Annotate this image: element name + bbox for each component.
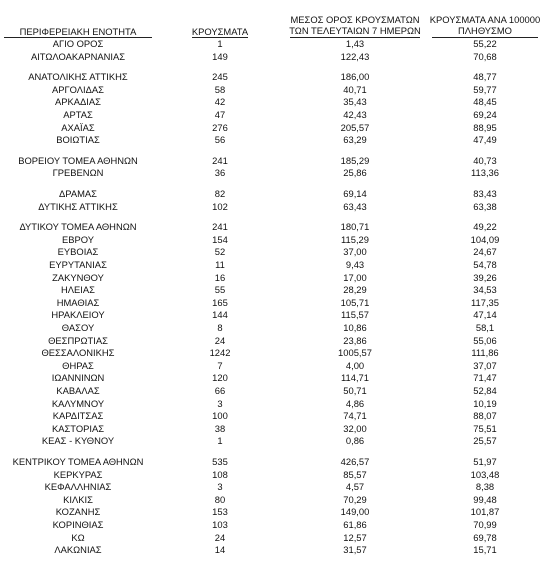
per-100k-cell: 59,77 [473,83,497,95]
avg-7day-cell: 114,71 [341,372,369,384]
table-row [0,246,557,258]
region-cell: ΚΕΑΣ - ΚΥΘΝΟΥ [41,435,115,447]
cases-cell: 108 [212,468,228,480]
avg-7day-cell: 63,43 [343,200,367,212]
header-per-line1: ΚΡΟΥΣΜΑΤΑ ΑΝΑ 100000 [429,14,541,25]
per-100k-cell: 34,53 [473,284,497,296]
table-row [0,71,557,83]
region-cell: ΖΑΚΥΝΘΟΥ [52,271,104,283]
cases-cell: 7 [217,359,223,371]
cases-cell: 11 [215,259,225,270]
region-cell: ΑΡΤΑΣ [63,109,93,120]
avg-7day-cell: 61,86 [343,519,367,530]
header-avg-line1: ΜΕΣΟΣ ΟΡΟΣ ΚΡΟΥΣΜΑΤΩΝ [290,14,420,25]
table-row [0,456,557,468]
table-row [0,544,557,556]
region-cell: ΑΧΑΪΑΣ [61,121,95,133]
cases-cell: 276 [212,121,228,133]
avg-7day-cell: 426,57 [340,456,370,467]
table-row [0,155,557,167]
avg-7day-cell: 4,00 [345,359,365,371]
region-cell: ΑΓΙΟ ΟΡΟΣ [52,38,104,49]
region-cell: ΕΥΡΥΤΑΝΙΑΣ [49,259,107,270]
per-100k-cell: 113,36 [471,167,499,179]
avg-7day-cell: 12,57 [343,531,367,543]
table-row [0,532,557,544]
per-100k-cell: 49,22 [473,221,497,233]
table-row [0,494,557,506]
region-cell: ΔΡΑΜΑΣ [59,188,97,199]
per-100k-cell: 37,07 [473,359,497,371]
region-cell: ΗΜΑΘΙΑΣ [56,296,100,308]
per-100k-cell: 40,73 [473,154,497,166]
header-per-line2: ΠΛΗΘΥΣΜΟ [458,25,512,36]
region-cell: ΚΑΡΔΙΤΣΑΣ [52,410,104,422]
table-row [0,360,557,372]
region-cell: ΛΑΚΩΝΙΑΣ [54,544,102,556]
cases-cell: 241 [212,154,228,166]
cases-cell: 241 [212,221,228,233]
cases-cell: 1 [217,435,223,447]
region-cell: ΚΕΡΚΥΡΑΣ [53,468,103,480]
per-100k-cell: 25,57 [473,435,497,447]
cases-cell: 82 [214,188,226,199]
region-cell: ΘΕΣΣΑΛΟΝΙΚΗΣ [41,347,115,359]
cases-cell: 154 [212,233,228,245]
table-row [0,51,557,63]
per-100k-cell: 71,47 [473,372,497,384]
table-row [0,259,557,271]
cases-cell: 1 [217,38,223,49]
region-cell: ΘΕΣΠΡΩΤΙΑΣ [48,334,108,346]
cases-cell: 8 [217,322,223,333]
per-100k-cell: 55,22 [473,38,497,49]
header-per [425,14,545,36]
per-100k-cell: 48,77 [473,71,497,83]
per-100k-cell: 88,07 [473,410,497,422]
region-cell: ΓΡΕΒΕΝΩΝ [52,167,104,179]
cases-cell: 55 [214,284,226,296]
per-100k-cell: 39,26 [473,271,497,283]
avg-7day-cell: 115,29 [341,233,369,245]
table-row [0,284,557,296]
cases-cell: 535 [212,456,228,467]
table-row [0,96,557,108]
avg-7day-cell: 28,29 [343,284,367,296]
avg-7day-cell: 0,86 [345,435,365,447]
region-cell: ΗΡΑΚΛΕΙΟΥ [51,309,105,321]
per-100k-cell: 117,35 [471,296,499,308]
per-100k-cell: 48,45 [473,96,497,108]
per-100k-cell: 63,38 [473,200,497,212]
per-100k-cell: 10,19 [473,397,497,409]
cases-cell: 24 [214,531,226,543]
cases-cell: 3 [217,397,223,409]
per-100k-cell: 75,51 [473,422,497,434]
region-cell: ΚΕΝΤΡΙΚΟΥ ΤΟΜΕΑ ΑΘΗΝΩΝ [12,456,144,467]
avg-7day-cell: 122,43 [340,50,370,62]
per-100k-cell: 101,87 [470,506,500,518]
table-row [0,167,557,179]
region-cell: ΘΑΣΟΥ [61,322,95,333]
region-cell: ΑΡΓΟΛΙΔΑΣ [52,83,104,95]
cases-cell: 245 [212,71,228,83]
cases-cell: 16 [214,271,226,283]
per-100k-cell: 52,84 [473,385,497,396]
table-row [0,309,557,321]
region-cell: ΔΥΤΙΚΗΣ ΑΤΤΙΚΗΣ [38,200,118,212]
per-100k-cell: 69,78 [473,531,497,543]
cases-cell: 66 [214,385,226,396]
avg-7day-cell: 17,00 [343,271,367,283]
region-cell: ΕΒΡΟΥ [61,233,94,245]
per-100k-cell: 51,97 [473,456,497,467]
cases-cell: 38 [214,422,226,434]
cases-cell: 80 [214,493,226,505]
table-row [0,234,557,246]
region-cell: ΔΥΤΙΚΟΥ ΤΟΜΕΑ ΑΘΗΝΩΝ [19,221,137,233]
cases-cell: 100 [212,410,228,422]
per-100k-cell: 70,99 [473,519,497,530]
avg-7day-cell: 105,71 [340,296,370,308]
per-100k-cell: 104,09 [470,233,500,245]
per-100k-cell: 88,95 [473,121,497,133]
cases-cell: 42 [214,96,226,108]
table-row [0,84,557,96]
header-region-label: ΠΕΡΙΦΕΡΕΙΑΚΗ ΕΝΟΤΗΤΑ [19,26,137,37]
region-cell: ΙΩΑΝΝΙΝΩΝ [51,372,105,384]
header-cases-label: ΚΡΟΥΣΜΑΤΑ [191,26,249,37]
region-cell: ΚΟΡΙΝΘΙΑΣ [52,519,104,530]
cases-cell: 149 [212,50,228,62]
region-cell: ΑΙΤΩΛΟΑΚΑΡΝΑΝΙΑΣ [30,50,126,62]
avg-7day-cell: 9,43 [345,259,365,270]
table-row [0,297,557,309]
per-100k-cell: 54,78 [473,259,497,270]
avg-7day-cell: 70,29 [343,493,367,505]
avg-7day-cell: 4,57 [345,481,365,493]
table-row [0,109,557,121]
avg-7day-cell: 185,29 [340,154,370,166]
table-row [0,221,557,233]
per-100k-cell: 58,1 [475,322,495,333]
avg-7day-cell: 74,71 [343,410,367,422]
table-row [0,122,557,134]
table-row [0,347,557,359]
per-100k-cell: 103,48 [470,468,500,480]
cases-cell: 144 [212,309,228,321]
per-100k-cell: 47,14 [473,309,497,321]
avg-7day-cell: 149,00 [340,506,370,518]
avg-7day-cell: 1,43 [345,38,365,49]
table-row [0,372,557,384]
region-cell: ΚΑΒΑΛΑΣ [56,385,100,396]
per-100k-cell: 47,49 [473,134,497,146]
per-100k-cell: 83,43 [473,188,497,199]
region-cell: ΚΟΖΑΝΗΣ [55,506,101,518]
cases-cell: 52 [214,246,226,258]
per-100k-cell: 111,86 [471,347,499,359]
avg-7day-cell: 40,71 [343,83,367,95]
avg-7day-cell: 42,43 [343,109,367,120]
region-cell: ΑΝΑΤΟΛΙΚΗΣ ΑΤΤΙΚΗΣ [28,71,128,83]
per-100k-cell: 99,48 [473,493,497,505]
cases-cell: 1242 [209,347,231,359]
per-100k-cell: 70,68 [473,50,497,62]
avg-7day-cell: 35,43 [343,96,367,108]
per-100k-cell: 8,38 [475,481,495,493]
cases-cell: 36 [214,167,226,179]
table-row [0,385,557,397]
cases-cell: 103 [212,519,228,530]
header-avg-line2: ΤΩΝ ΤΕΛΕΥΤΑΙΩΝ 7 ΗΜΕΡΩΝ [289,25,421,36]
table-row [0,423,557,435]
avg-7day-cell: 186,00 [340,71,370,83]
region-cell: ΚΕΦΑΛΛΗΝΙΑΣ [44,481,112,493]
avg-7day-cell: 37,00 [343,246,367,258]
table-row [0,506,557,518]
table-row [0,398,557,410]
region-cell: ΗΛΕΙΑΣ [61,284,95,296]
region-cell: ΚΩ [71,531,85,543]
table-row [0,481,557,493]
table-row [0,519,557,531]
cases-cell: 24 [214,334,226,346]
cases-cell: 153 [212,506,228,518]
header-avg [280,14,430,36]
avg-7day-cell: 23,86 [343,334,367,346]
avg-7day-cell: 180,71 [340,221,370,233]
header-cases [180,26,260,37]
avg-7day-cell: 69,14 [343,188,367,199]
per-100k-cell: 55,06 [473,334,497,346]
region-cell: ΒΟΡΕΙΟΥ ΤΟΜΕΑ ΑΘΗΝΩΝ [18,154,138,166]
avg-7day-cell: 1005,57 [338,347,372,359]
region-cell: ΚΑΛΥΜΝΟΥ [51,397,105,409]
cases-cell: 14 [214,544,226,556]
cases-cell: 47 [214,109,226,120]
avg-7day-cell: 31,57 [343,544,367,556]
table-row [0,469,557,481]
avg-7day-cell: 63,29 [343,134,367,146]
region-cell: ΒΟΙΩΤΙΑΣ [56,134,100,146]
cases-cell: 165 [212,296,228,308]
avg-7day-cell: 50,71 [343,385,367,396]
table-row [0,335,557,347]
per-100k-cell: 69,24 [473,109,497,120]
region-cell: ΚΙΛΚΙΣ [63,493,93,505]
table-row [0,201,557,213]
avg-7day-cell: 25,86 [343,167,367,179]
cases-cell: 58 [214,83,226,95]
avg-7day-cell: 32,00 [343,422,367,434]
table-row [0,435,557,447]
table-row [0,188,557,200]
region-cell: ΘΗΡΑΣ [62,359,94,371]
avg-7day-cell: 85,57 [343,468,367,480]
avg-7day-cell: 205,57 [340,121,370,133]
cases-cell: 102 [212,200,228,212]
cases-cell: 3 [217,481,223,493]
table-row [0,134,557,146]
table-row [0,38,557,50]
per-100k-cell: 15,71 [473,544,497,556]
table-row [0,322,557,334]
table-row [0,410,557,422]
per-100k-cell: 24,67 [473,246,497,258]
cases-cell: 56 [214,134,226,146]
region-cell: ΑΡΚΑΔΙΑΣ [55,96,101,108]
cases-cell: 120 [212,372,228,384]
header-region [4,26,152,37]
region-cell: ΚΑΣΤΟΡΙΑΣ [51,422,105,434]
avg-7day-cell: 10,86 [343,322,367,333]
avg-7day-cell: 115,57 [341,309,369,321]
table-row [0,272,557,284]
avg-7day-cell: 4,86 [345,397,365,409]
region-cell: ΕΥΒΟΙΑΣ [57,246,99,258]
